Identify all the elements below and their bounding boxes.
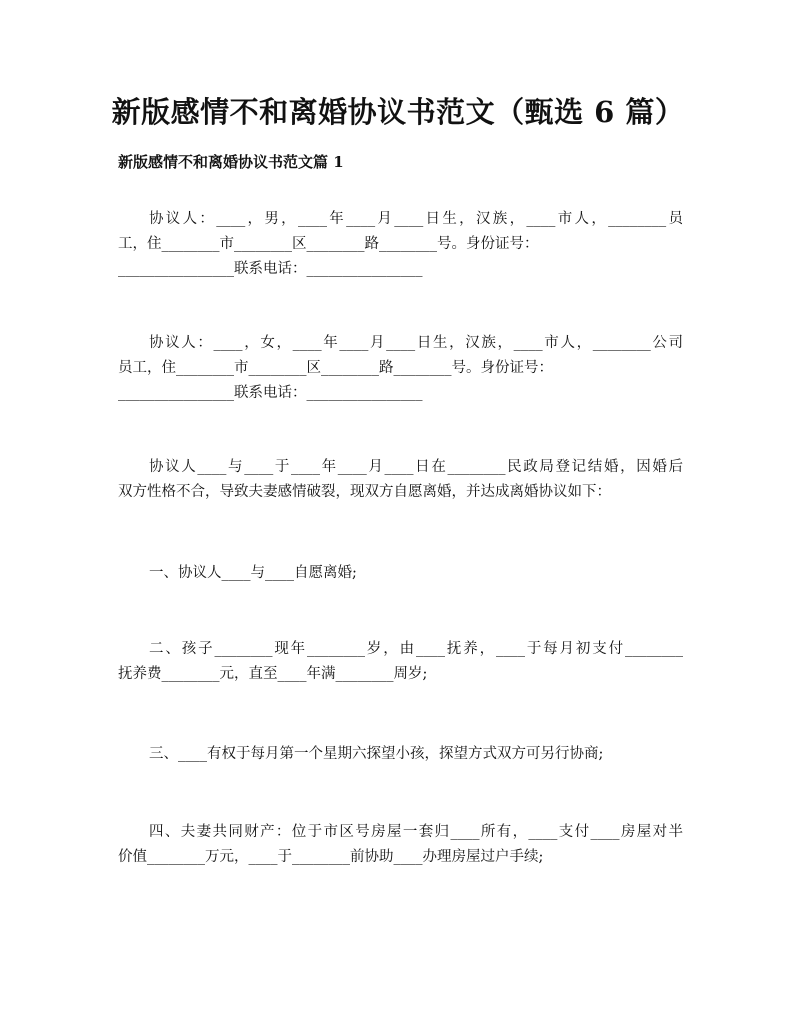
paragraph-line: 三、____有权于每月第一个星期六探望小孩，探望方式双方可另行协商; bbox=[149, 746, 604, 762]
paragraph-line: 一、协议人____与____自愿离婚; bbox=[149, 565, 357, 581]
paragraph-line: 价值________万元，____于________前协助____办理房屋过户手续; bbox=[118, 849, 544, 865]
paragraph-line: 二、孩子________现年________岁，由____抚养，____于每月初支付________ bbox=[149, 641, 683, 657]
paragraph-line: 员工，住________市________区________路________号。身份证号： bbox=[118, 360, 553, 376]
paragraph-party-male bbox=[118, 207, 683, 282]
paragraph-line: 协议人：____，女，____年____月____日生，汉族，____市人，________公司 bbox=[149, 335, 683, 351]
paragraph-marriage-info bbox=[118, 455, 683, 505]
clause-4 bbox=[118, 820, 683, 870]
document-title: 新版感情不和离婚协议书范文（甄选 6 篇） bbox=[111, 95, 685, 129]
paragraph-line: ________________联系电话：________________ bbox=[118, 385, 423, 401]
paragraph-line: 工，住________市________区________路________号。身份证号： bbox=[118, 236, 539, 252]
paragraph-line: ________________联系电话：________________ bbox=[118, 261, 423, 277]
paragraph-line: 四、夫妻共同财产：位于市区号房屋一套归____所有，____支付____房屋对半 bbox=[149, 824, 683, 840]
paragraph-party-female bbox=[118, 331, 683, 406]
paragraph-line: 协议人：____，男，____年____月____日生，汉族，____市人，________员 bbox=[149, 211, 683, 227]
clause-1 bbox=[118, 561, 683, 586]
paragraph-line: 抚养费________元，直至____年满________周岁; bbox=[118, 666, 428, 682]
paragraph-line: 协议人____与____于____年____月____日在________民政局登记结婚，因婚后 bbox=[149, 459, 683, 475]
clause-2 bbox=[118, 637, 683, 687]
clause-3 bbox=[118, 742, 683, 767]
section-heading: 新版感情不和离婚协议书范文篇 1 bbox=[118, 153, 344, 171]
paragraph-line: 双方性格不合，导致夫妻感情破裂，现双方自愿离婚，并达成离婚协议如下： bbox=[118, 484, 611, 500]
